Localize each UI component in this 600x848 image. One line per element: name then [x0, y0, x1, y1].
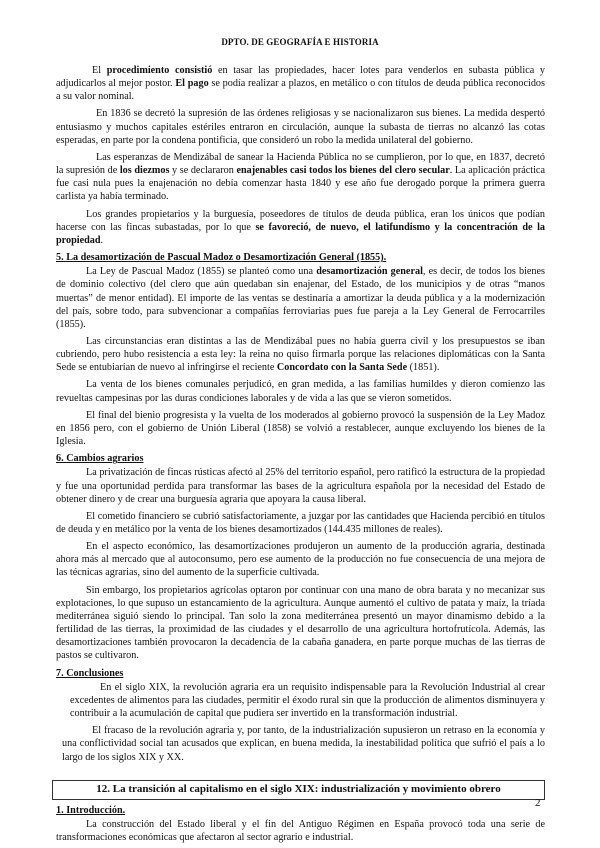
paragraph-mendizabal-hopes: Las esperanzas de Mendizábal de sanear la Hacienda Pública no se cumplieron, por lo que, en 1837, decretó la supresión de los diezmos y se declararon enajenables casi todos los bienes del clero secular. La aplicación práctica fue casi nula pues la enajenación no debía comenzar hasta 1840 y ese año fue derogado porque la primera guerra carlista ya había terminado.: [56, 151, 545, 203]
paragraph-introduction: La construcción del Estado liberal y el fin del Antiguo Régimen en España provocó toda una serie de transformaciones económicas que afectaron al sector agrario e industrial.: [56, 818, 545, 843]
paragraph-landowners: Los grandes propietarios y la burguesía, poseedores de títulos de deuda pública, eran los únicos que podían hacerse con las fincas subastadas, por lo que se favoreció, de nuevo, el latifundismo y la concentración de la propiedad.: [56, 208, 545, 246]
paragraph-conclusion-1: En el siglo XIX, la revolución agraria era un requisito indispensable para la Revolución Industrial al crear excedentes de alimentos para las ciudades, permitir el éxodo rural sin que la producción de alimentos disminuyera y contribuir a la acumulación de capital que pudiera ser invertido en la transformación industrial.: [70, 681, 545, 720]
paragraph-bienio: El final del bienio progresista y la vuelta de los moderados al gobierno provocó la suspensión de la Ley Madoz en 1856 pero, con el gobierno de Unión Liberal (1858) se volvió a restablecer, aunque excluyendo los bienes de la Iglesia.: [56, 409, 545, 448]
section-heading-introduction: 1. Introducción.: [56, 804, 126, 816]
paragraph-however: Sin embargo, los propietarios agrícolas optaron por continuar con una mano de obra barata y no mecanizar sus explotaciones, lo que supuso un estancamiento de la agricultura. Aunque aumentó el cultivo de patata y maíz, la tríada mediterránea siguió siendo lo principal. Tan solo la zona mediterránea presentó un mayor dinamismo debido a la fertilidad de las tierras, la proximidad de las ciudades y el desarrollo de una agricultura hortofrutícola. Además, las desamortizaciones también provocaron la decadencia de la cabaña ganadera, en parte porque muchas de las tierras de pastos se cultivaron.: [56, 584, 545, 662]
paragraph-communal-goods: La venta de los bienes comunales perjudicó, en gran medida, a las familias humildes y dieron comienzo las revueltas campesinas por las duras condiciones laborales y de vida a las que se vieron sometidos.: [56, 379, 545, 404]
paragraph-circumstances: Las circunstancias eran distintas a las de Mendizábal pues no había guerra civil y los presupuestos se iban cubriendo, pero hubo resistencia a esta ley: la reina no quiso firmarla porque las relaciones diplomáticas con la Santa Sede se entubiarían de nuevo al infringirse el reciente Concordato con la Santa Sede (1851).: [56, 335, 545, 374]
document-body: [56, 64, 545, 848]
page-header: DPTO. DE GEOGRAFÍA E HISTORIA: [221, 37, 379, 47]
paragraph-privatization: La privatización de fincas rústicas afectó al 25% del territorio español, pero ratificó la estructura de la propiedad y fue una oportunidad perdida para transformar las bases de la agricultura española por la necesidad del Estado de obtener dinero y de crear una burguesía agraria que apoyara la causa liberal.: [56, 467, 545, 505]
paragraph-financial: El cometido financiero se cubrió satisfactoriamente, a juzgar por las cantidades que Hacienda percibió en títulos de deuda y en metálico por la venta de los bienes desamortizados (144.435 millones de reales).: [56, 510, 545, 535]
paragraph-1836: En 1836 se decretó la supresión de las órdenes religiosas y se nacionalizaron sus bienes. La medida despertó entusiasmo y muchos capitales estériles entraron en circulación, aunque la subasta de tierras no alcanzó las cotas esperadas, en parte por la condena pontificia, que consideró un robo la medida unilateral del gobierno.: [56, 108, 545, 146]
page-number: 2: [535, 797, 541, 809]
paragraph-economic-aspect: En el aspecto económico, las desamortizaciones produjeron un aumento de la producción agraria, destinada ahora más al mercado que al autoconsumo, pero ese aumento de la producción no fue consecuencia de una mejora de las técnicas agrarias, sino del aumento de la superficie cultivada.: [56, 541, 545, 579]
section-heading-madoz: 5. La desamortización de Pascual Madoz o Desamortización General (1855).: [56, 252, 387, 264]
section-heading-agrarian-changes: 6. Cambios agrarios: [56, 453, 144, 465]
paragraph-madoz-law: La Ley de Pascual Madoz (1855) se planteó como una desamortización general, es decir, de todos los bienes de dominio colectivo (del clero que aún quedaban sin enajenar, del Estado, de los municipios y de otras “manos muertas” de menor entidad). El importe de las ventas se destinaría a amortizar la deuda pública y a la modernización del país, sobre todo, para subvencionar a compañías ferroviarias pues fue pareja a la Ley General de Ferrocarriles (1855).: [56, 266, 546, 330]
paragraph-procedure: El procedimiento consistió en tasar las propiedades, hacer lotes para venderlos en subasta pública y adjudicarlos al mejor postor. El pago se podía realizar a plazos, en metálico o con títulos de deuda pública reconocidos a su valor nominal.: [56, 65, 545, 103]
section-heading-conclusions: 7. Conclusiones: [56, 667, 124, 679]
chapter-title-box: 12. La transición al capitalismo en el siglo XIX: industrialización y movimiento obrero: [52, 780, 545, 800]
paragraph-conclusion-2: El fracaso de la revolución agraria y, por tanto, de la industrialización supusieron un retraso en la economía y una conflictividad social tan acusados que explican, en buena medida, la inestabilidad política que sufrió el país a lo largo de los siglos XIX y XX.: [62, 725, 545, 763]
